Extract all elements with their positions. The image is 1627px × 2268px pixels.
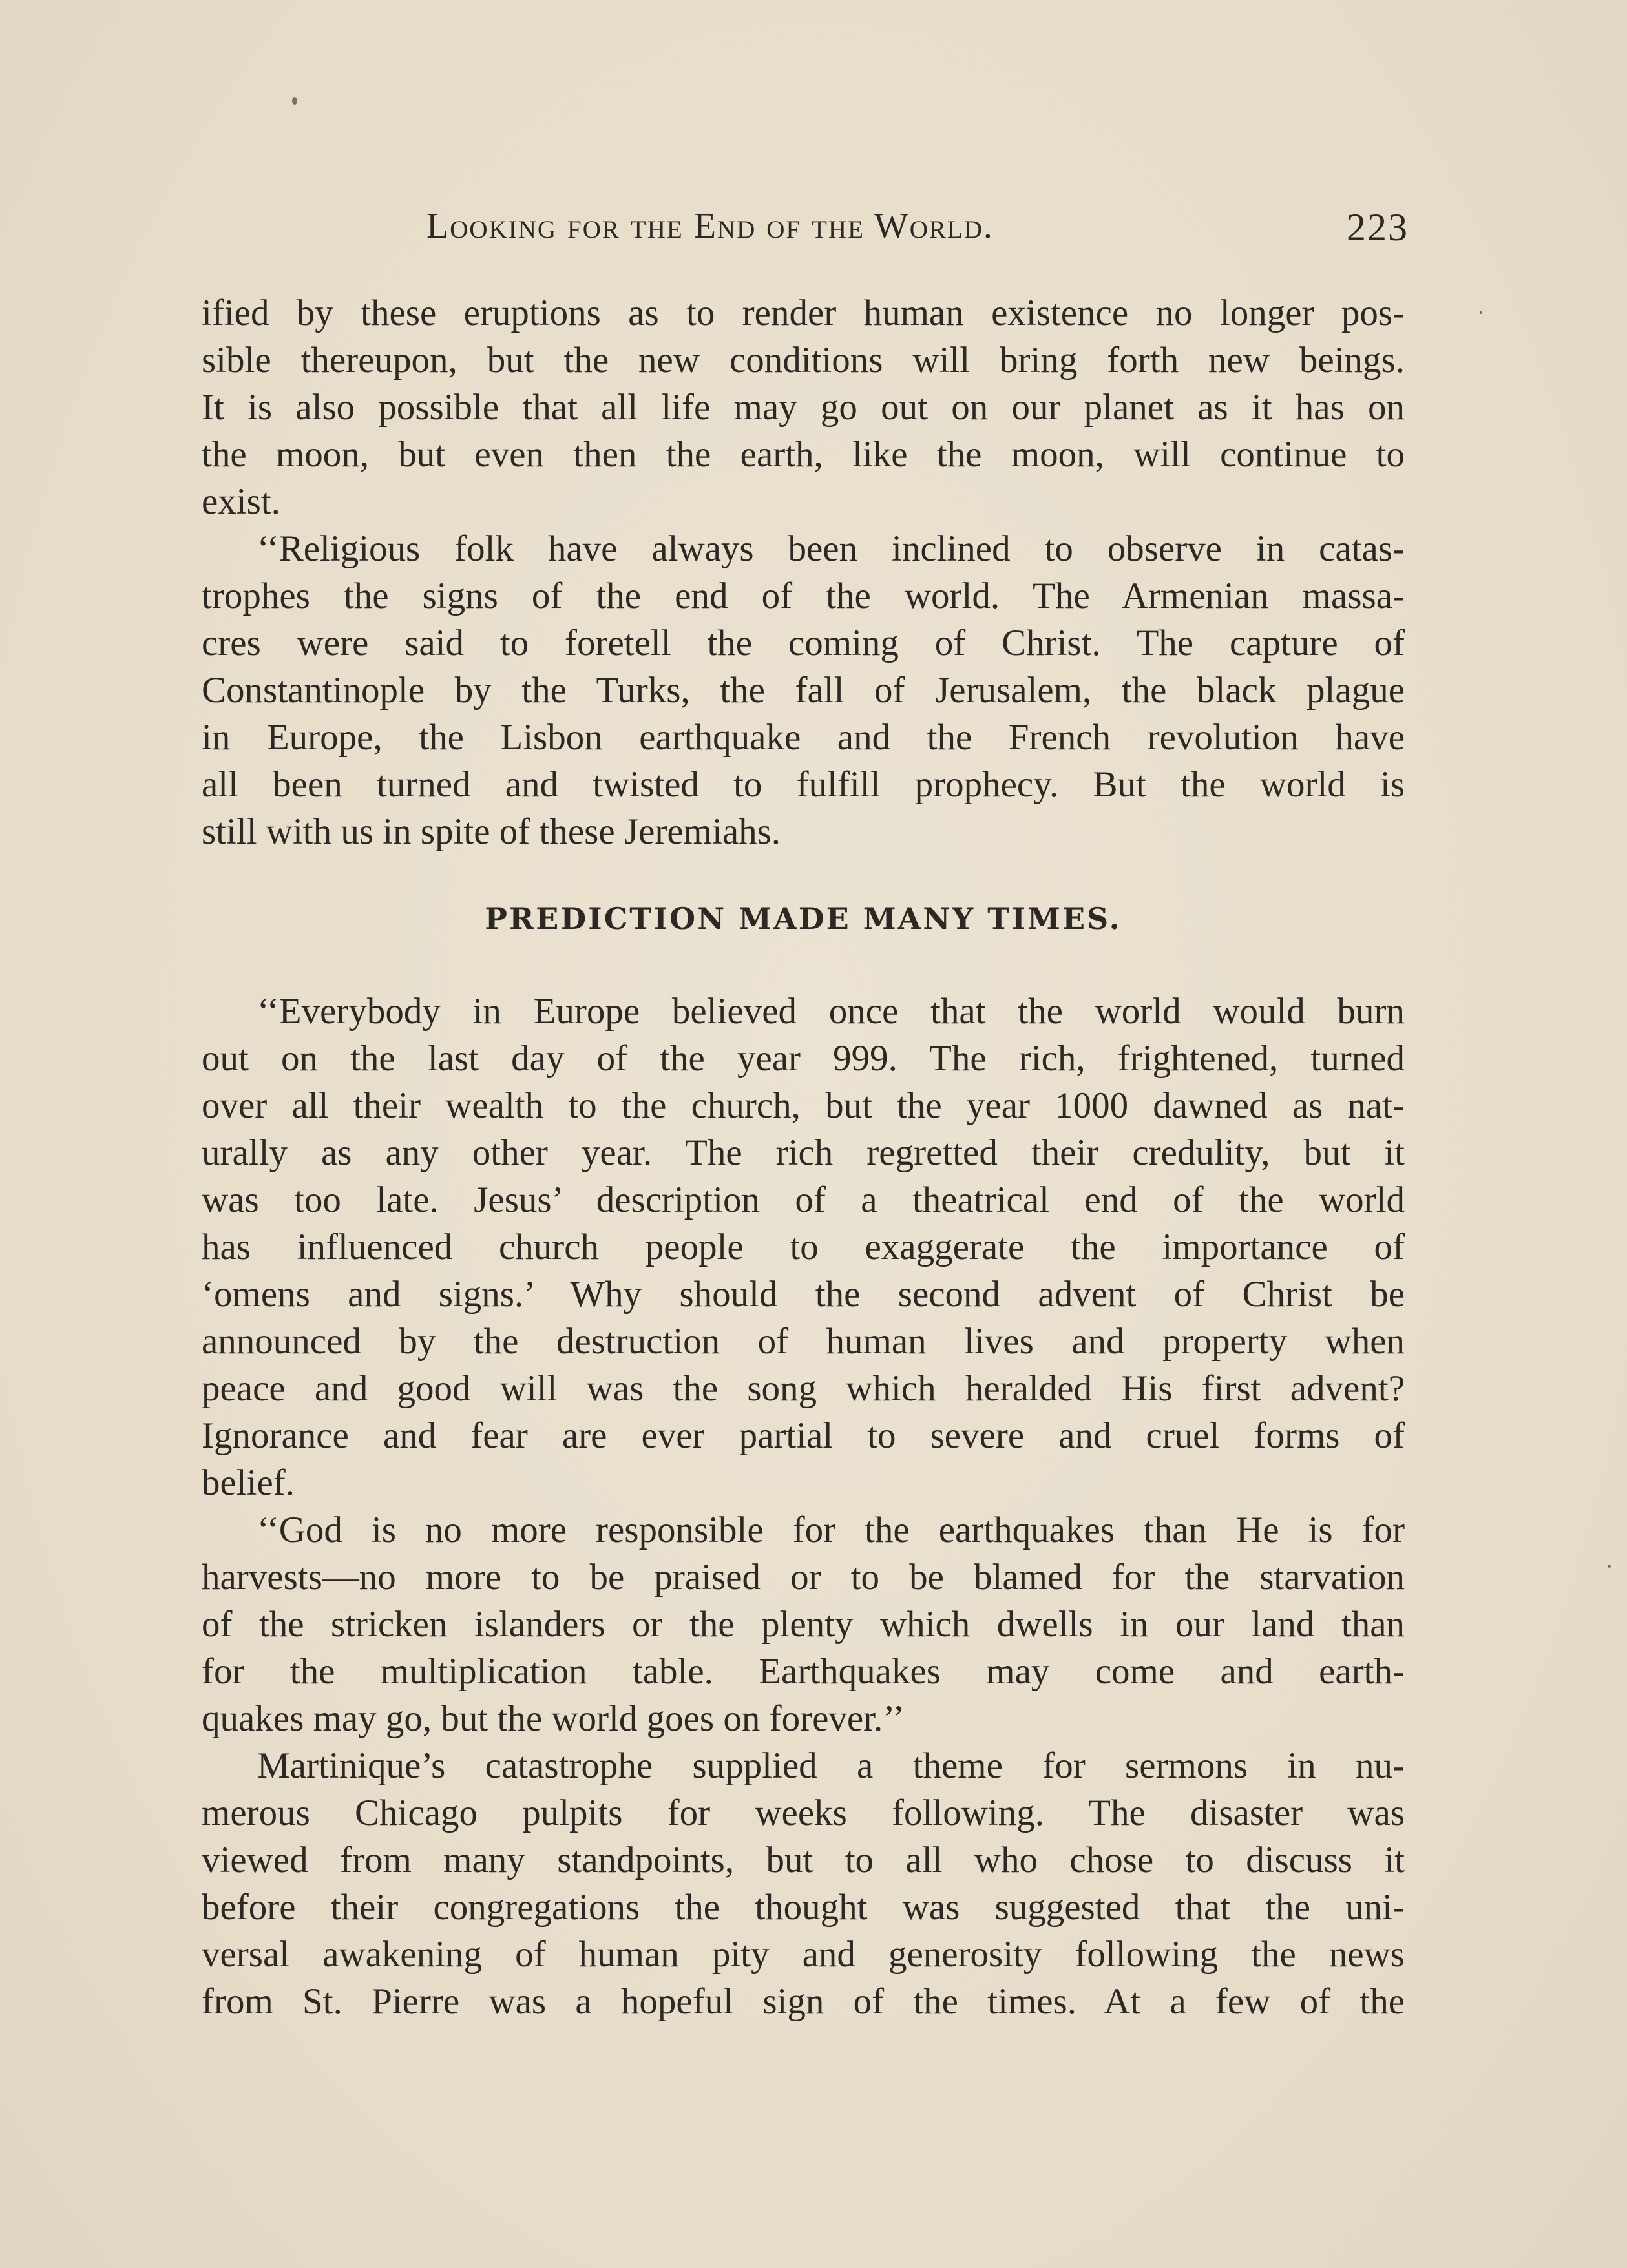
section-heading: PREDICTION MADE MANY TIMES. xyxy=(485,901,1122,936)
text-line: all been turned and twisted to fulfill prophecy. But the world is xyxy=(202,764,1405,805)
text-line: for the multiplication table. Earthquakes may come and earth- xyxy=(202,1651,1405,1692)
text-line: still with us in spite of these Jeremiahs. xyxy=(202,811,781,852)
text-line: merous Chicago pulpits for weeks following. The disaster was xyxy=(202,1793,1405,1833)
text-line: versal awakening of human pity and generosity following the news xyxy=(202,1934,1405,1975)
text-line: cres were said to foretell the coming of Christ. The capture of xyxy=(202,623,1405,663)
text-line: viewed from many standpoints, but to all who chose to discuss it xyxy=(202,1840,1405,1880)
text-line: announced by the destruction of human lives and property when xyxy=(202,1321,1405,1362)
text-line: Martinique’s catastrophe supplied a theme for sermons in nu- xyxy=(257,1745,1405,1786)
text-line: the moon, but even then the earth, like the moon, will continue to xyxy=(202,434,1405,475)
paragraph xyxy=(202,988,1405,1506)
ink-speck xyxy=(1608,1565,1611,1568)
ink-speck xyxy=(1480,311,1482,314)
body-text xyxy=(202,289,1405,2025)
paragraph xyxy=(202,1506,1405,1742)
text-line: ified by these eruptions as to render human existence no longer pos- xyxy=(202,293,1405,333)
text-line: before their congregations the thought was suggested that the uni- xyxy=(202,1887,1405,1928)
text-line: in Europe, the Lisbon earthquake and the French revolution have xyxy=(202,717,1405,758)
text-line: of the stricken islanders or the plenty which dwells in our land than xyxy=(202,1604,1405,1645)
text-line: over all their wealth to the church, but the year 1000 dawned as nat- xyxy=(202,1085,1405,1126)
text-line: exist. xyxy=(202,481,280,522)
text-line: has influenced church people to exaggerate the importance of xyxy=(202,1227,1405,1267)
text-line: ‘‘Everybody in Europe believed once that the world would burn xyxy=(257,991,1405,1032)
text-line: Constantinople by the Turks, the fall of Jerusalem, the black plague xyxy=(202,670,1405,711)
text-line: out on the last day of the year 999. The rich, frightened, turned xyxy=(202,1038,1405,1079)
text-line: It is also possible that all life may go out on our planet as it has on xyxy=(202,387,1405,428)
page-number: 223 xyxy=(1347,206,1409,249)
text-line: trophes the signs of the end of the world. The Armenian massa- xyxy=(202,576,1405,616)
running-title: Looking for the End of the World. xyxy=(426,206,994,246)
text-line: belief. xyxy=(202,1462,295,1503)
text-line: ‘‘God is no more responsible for the earthquakes than He is for xyxy=(257,1510,1405,1550)
text-line: harvests—no more to be praised or to be blamed for the starvation xyxy=(202,1557,1405,1597)
text-line: sible thereupon, but the new conditions will bring forth new beings. xyxy=(202,340,1405,380)
paragraph xyxy=(202,289,1405,525)
ink-speck xyxy=(292,97,297,105)
text-line: was too late. Jesus’ description of a theatrical end of the world xyxy=(202,1180,1405,1220)
text-line: urally as any other year. The rich regretted their credulity, but it xyxy=(202,1132,1405,1173)
paragraph xyxy=(202,1742,1405,2025)
paragraph xyxy=(202,525,1405,855)
text-line: ‘‘Religious folk have always been inclined to observe in catas- xyxy=(257,528,1405,569)
text-line: ‘omens and signs.’ Why should the second advent of Christ be xyxy=(202,1274,1405,1315)
running-head xyxy=(426,205,1409,257)
text-line: from St. Pierre was a hopeful sign of the times. At a few of the xyxy=(202,1981,1405,2022)
text-line: quakes may go, but the world goes on forever.’’ xyxy=(202,1698,905,1739)
text-line: Ignorance and fear are ever partial to severe and cruel forms of xyxy=(202,1415,1405,1456)
text-line: peace and good will was the song which heralded His first advent? xyxy=(202,1368,1405,1409)
